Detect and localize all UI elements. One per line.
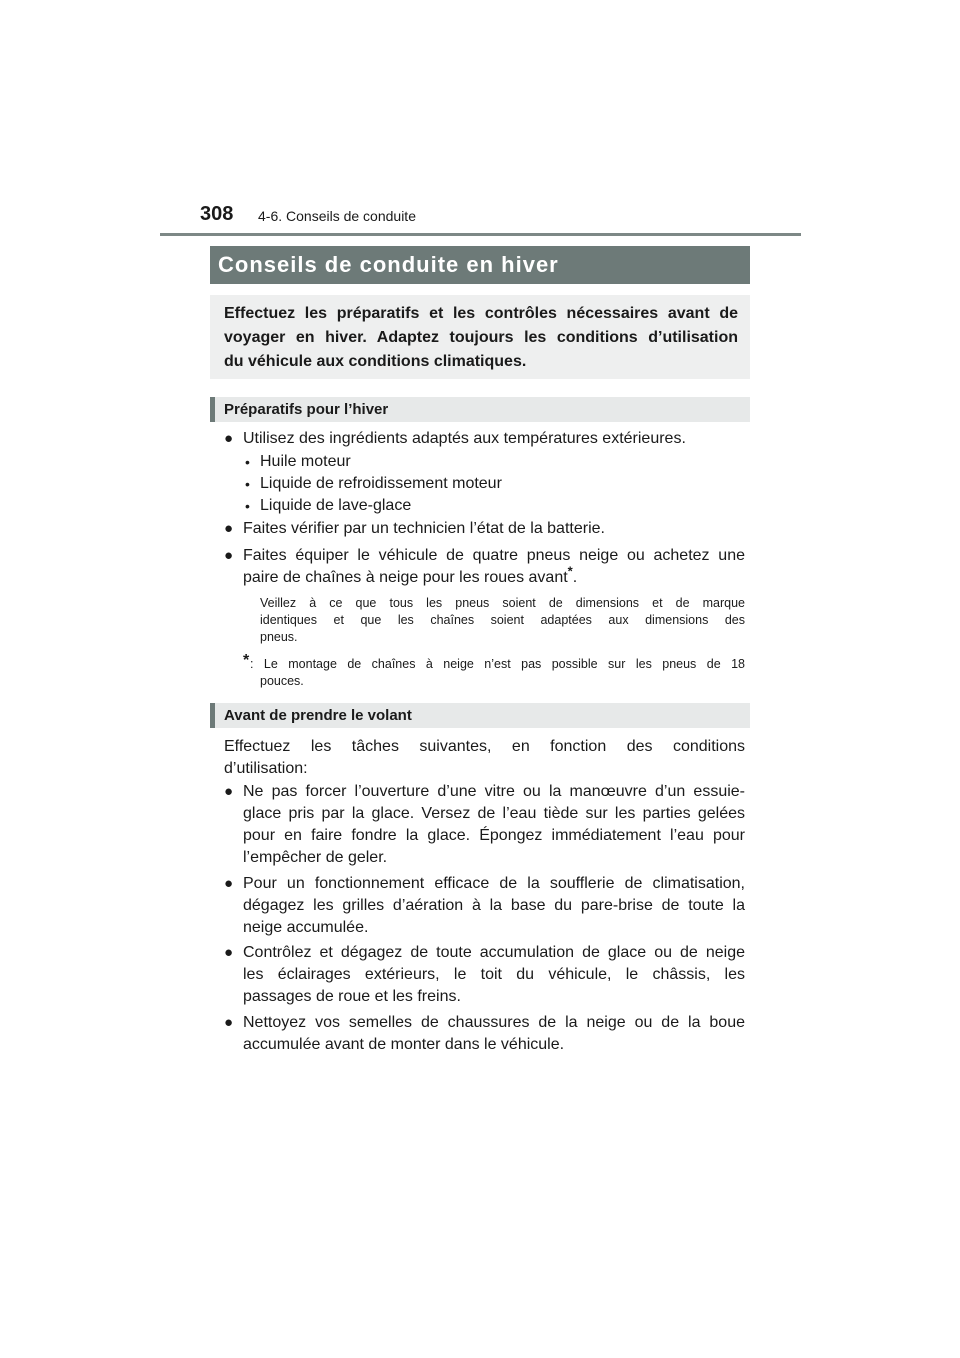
intro-box bbox=[210, 295, 750, 379]
section-breadcrumb: 4-6. Conseils de conduite bbox=[258, 208, 416, 224]
note-line: pneus. bbox=[260, 630, 298, 644]
header-rule bbox=[160, 233, 801, 236]
bullet-text: Utilisez des ingrédients adaptés aux températures extérieures. bbox=[243, 430, 686, 447]
bullet-icon: ● bbox=[224, 944, 234, 961]
bullet-icon: ● bbox=[224, 547, 234, 564]
bullet-text: glace pris par la glace. Versez de l’eau tiède sur les parties gelées bbox=[243, 805, 745, 822]
intro-line-3: du véhicule aux conditions climatiques. bbox=[224, 353, 527, 370]
bullet-text: Contrôlez et dégagez de toute accumulation de glace ou de neige bbox=[243, 944, 745, 961]
sub-bullet-icon: • bbox=[245, 476, 250, 492]
section-heading-winter-prep: Préparatifs pour l’hiver bbox=[210, 397, 750, 422]
footnote-star: * bbox=[567, 563, 573, 579]
bullet-text: Nettoyez vos semelles de chaussures de la neige ou de la boue bbox=[243, 1014, 745, 1031]
sub-item: Liquide de lave-glace bbox=[260, 497, 412, 514]
bullet-text: Ne pas forcer l’ouverture d’une vitre ou la manœuvre d’un essuie- bbox=[243, 783, 745, 800]
footnote-marker: * bbox=[243, 652, 250, 669]
bullet-icon: ● bbox=[224, 1014, 234, 1031]
section-intro-line: Effectuez les tâches suivantes, en fonction des conditions bbox=[224, 738, 745, 755]
note-line: identiques et que les chaînes soient adaptées aux dimensions des bbox=[260, 613, 745, 627]
page-title: Conseils de conduite en hiver bbox=[210, 246, 750, 284]
sub-bullet-icon: • bbox=[245, 498, 250, 514]
bullet-icon: ● bbox=[224, 430, 234, 447]
page-number: 308 bbox=[200, 203, 234, 225]
bullet-text: passages de roue et les freins. bbox=[243, 988, 461, 1005]
footnote-line: pouces. bbox=[260, 674, 304, 688]
footnote-line: : Le montage de chaînes à neige n’est pas possible sur les pneus de 18 bbox=[250, 657, 745, 671]
bullet-text-end: . bbox=[572, 569, 578, 586]
bullet-text: l’empêcher de geler. bbox=[243, 849, 388, 866]
bullet-text bbox=[243, 563, 578, 589]
intro-line-1: Effectuez les préparatifs et les contrôles nécessaires avant de bbox=[224, 305, 738, 322]
bullet-text: Faites équiper le véhicule de quatre pneus neige ou achetez une bbox=[243, 547, 745, 564]
bullet-text: neige accumulée. bbox=[243, 919, 369, 936]
bullet-text: les éclairages extérieurs, le toit du véhicule, le châssis, les bbox=[243, 966, 745, 983]
intro-line-2: voyager en hiver. Adaptez toujours les conditions d’utilisation bbox=[224, 329, 738, 346]
sub-item: Huile moteur bbox=[260, 453, 351, 470]
note-line: Veillez à ce que tous les pneus soient de dimensions et de marque bbox=[260, 596, 745, 610]
bullet-text: Pour un fonctionnement efficace de la soufflerie de climatisation, bbox=[243, 875, 745, 892]
bullet-text: dégagez les grilles d’aération à la base du pare-brise de toute la bbox=[243, 897, 745, 914]
bullet-text: accumulée avant de monter dans le véhicule. bbox=[243, 1036, 565, 1053]
sub-item: Liquide de refroidissement moteur bbox=[260, 475, 502, 492]
sub-bullet-icon: • bbox=[245, 454, 250, 470]
bullet-icon: ● bbox=[224, 875, 234, 892]
bullet-text-part: paire de chaînes à neige pour les roues avant bbox=[243, 569, 568, 586]
bullet-text: pour en faire fondre la glace. Épongez immédiatement l’eau pour bbox=[243, 827, 745, 844]
bullet-text: Faites vérifier par un technicien l’état de la batterie. bbox=[243, 520, 605, 537]
section-heading-before-driving: Avant de prendre le volant bbox=[210, 703, 750, 728]
bullet-icon: ● bbox=[224, 783, 234, 800]
bullet-icon: ● bbox=[224, 520, 234, 537]
section-intro-line: d’utilisation: bbox=[224, 760, 308, 777]
